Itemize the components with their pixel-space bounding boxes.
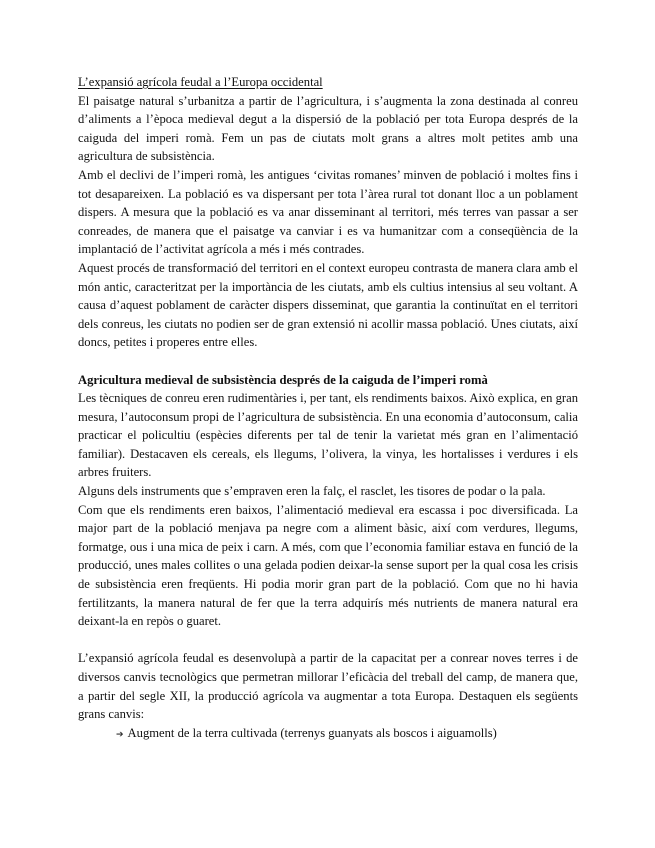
- arrow-bullet-icon: ➔: [116, 729, 124, 740]
- changes-list: [78, 724, 578, 745]
- list-item: [116, 724, 578, 745]
- list-item-text: Augment de la terra cultivada (terrenys guanyats als boscos i aiguamolls): [127, 725, 497, 740]
- paragraph-territory-transformation: Aquest procés de transformació del territori en el context europeu contrasta de manera clara amb el món antic, caracteritzat per la importància de les ciutats, amb els cultius intensius al seu voltant. A causa d’aquest poblament de caràcter dispers disseminat, que garantia la continuïtat en el territori dels conreus, les ciutats no podien ser de gran extensió ni acollir massa població. Unes ciutats, així doncs, petites i properes entre elles.: [78, 260, 578, 350]
- paragraph-roman-decline: Amb el declivi de l’imperi romà, les antigues ‘civitas romanes’ minven de població i moltes fins i tot desapareixen. La població es va dispersant per tota l’àrea rural tot donant lloc a un poblament dispers. A mesura que la població es va anar disseminant al territori, més terres van passar a ser conreades, de manera que el paisatge va canviar i es va humanitzar com a conseqüència de la implantació de l’activitat agrícola a més i més contrades.: [78, 167, 578, 257]
- paragraph-feudal-expansion-changes: L’expansió agrícola feudal es desenvolupà a partir de la capacitat per a conrear noves terres i de diversos canvis tecnològics que permetran millorar l’eficàcia del treball del camp, de manera que, a partir del segle XII, la producció agrícola va augmentar a tota Europa. Destaquen els següents grans canvis:: [78, 651, 578, 722]
- paragraph-cultivation-techniques: Les tècniques de conreu eren rudimentàries i, per tant, els rendiments baixos. Això explica, en gran mesura, l’autoconsum propi de l’agricultura de subsistència. En una economia d’autoconsum, calia practicar el policultiu (espècies diferents per tal de tenir la varietat més gran en l’alimentació familiar). Destacaven els cereals, els llegums, l’olivera, la vinya, les hortalisses i verdures i els arbres fruiters.: [78, 391, 578, 480]
- paragraph-natural-landscape: El paisatge natural s’urbanitza a partir de l’agricultura, i s’augmenta la zona destinada al conreu d’aliments a l’època medieval degut a la dispersió de la població per tota Europa després de la caiguda del imperi romà. Fem un pas de ciutats molt grans a altres molt petites amb una agricultura de subsistència.: [78, 93, 578, 164]
- document-page: [78, 73, 578, 744]
- section-heading-subsistence-agriculture: Agricultura medieval de subsistència després de la caiguda de l’imperi romà: [78, 372, 488, 387]
- section-title-feudal-expansion: L’expansió agrícola feudal a l’Europa occidental: [78, 75, 323, 89]
- paragraph-medieval-diet: Com que els rendiments eren baixos, l’alimentació medieval era escassa i poc diversificada. La major part de la població menjava pa negre com a aliment bàsic, així com verdures, llegums, formatge, ous i una mica de peix i carn. A més, com que l’economia familiar estava en funció de la producció, unes males collites o una gelada podien deixar-la sense suport per la qual cosa les crisis de subsistència eren freqüents. Hi podia morir gran part de la població. Com que no hi havia fertilitzants, la manera natural de fer que la terra adquirís més nutrients de manera natural era deixant-la en repòs o guaret.: [78, 502, 578, 629]
- paragraph-instruments: Alguns dels instruments que s’empraven eren la falç, el rasclet, les tisores de podar o la pala.: [78, 484, 546, 499]
